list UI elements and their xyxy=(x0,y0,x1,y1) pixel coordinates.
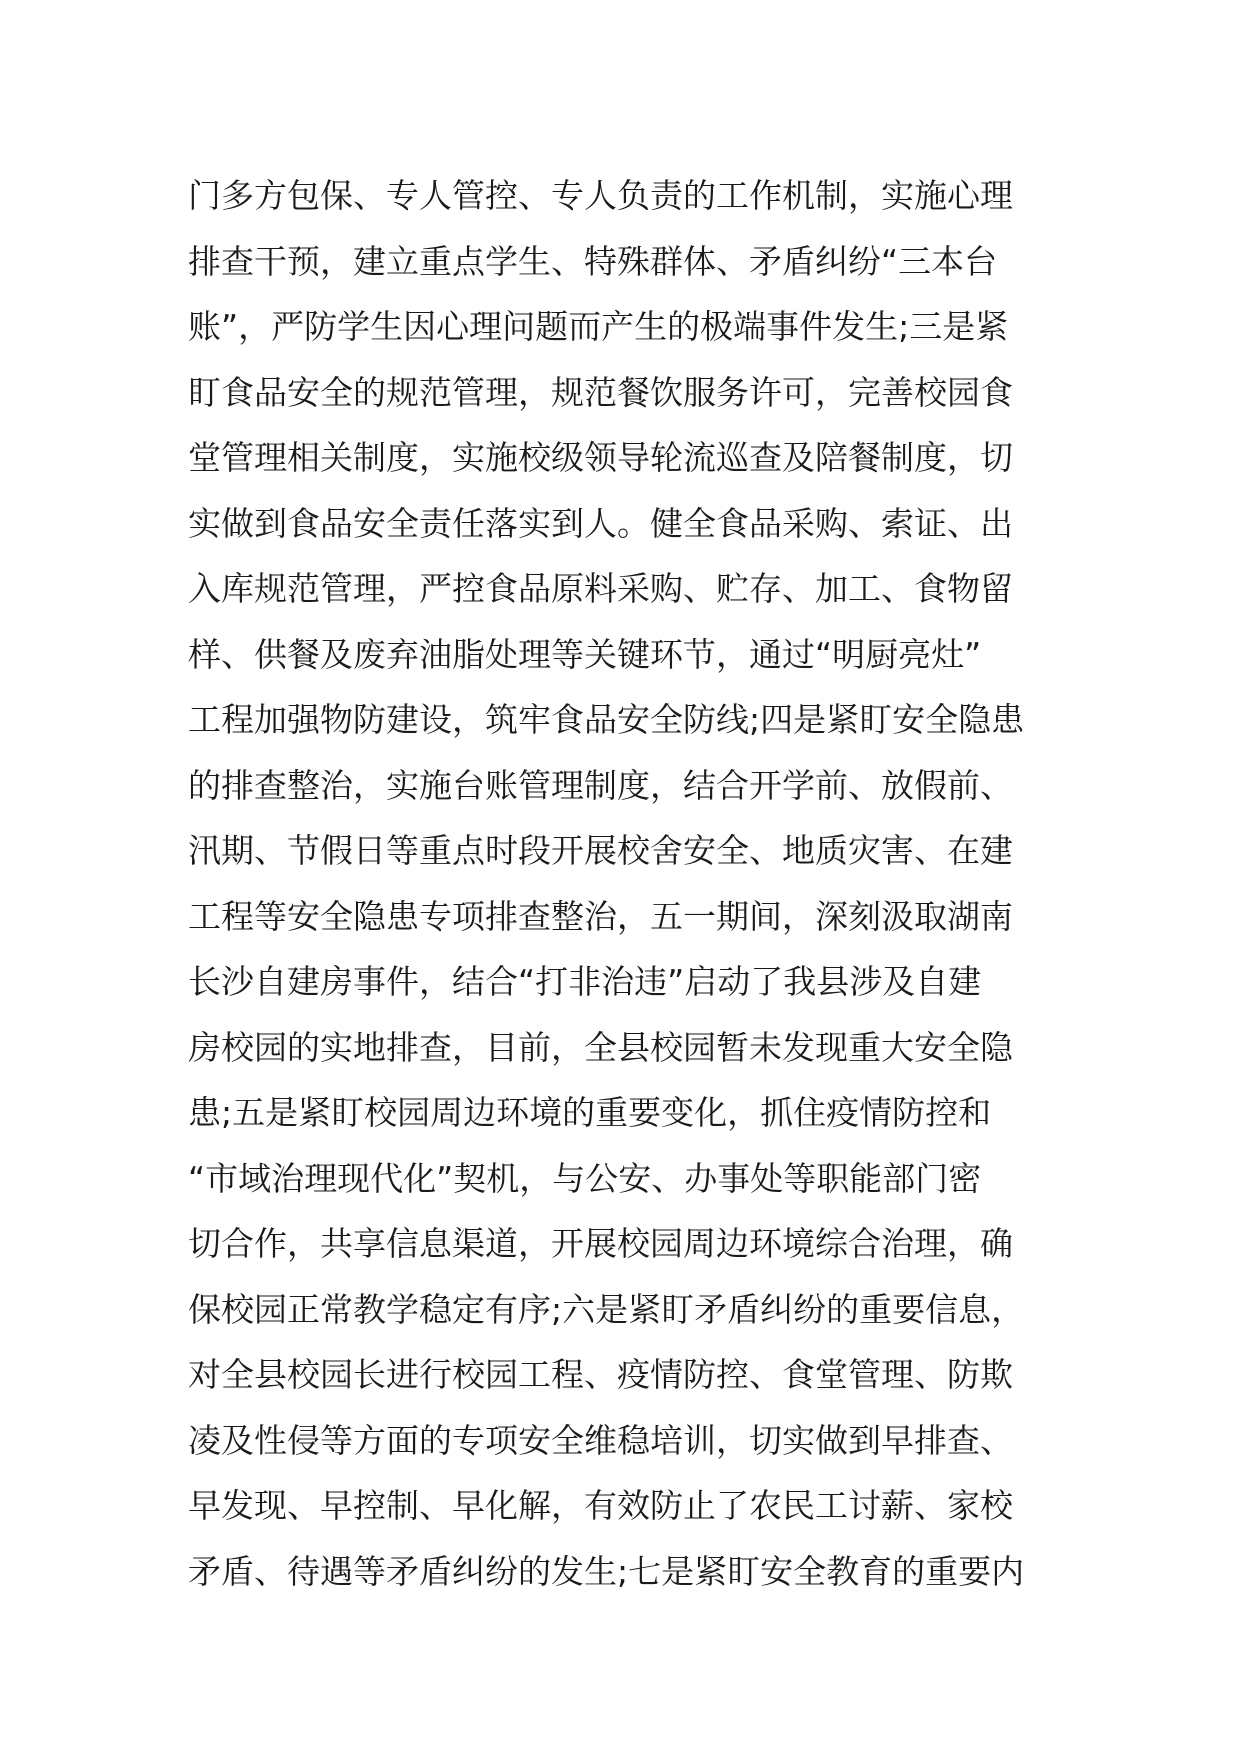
text-line: 入库规范管理，严控食品原料采购、贮存、加工、食物留 xyxy=(188,569,1013,608)
text-line: 房校园的实地排查，目前，全县校园暂未发现重大安全隐 xyxy=(188,1027,1013,1067)
text-line: 对全县校园长进行校园工程、疫情防控、食堂管理、防欺 xyxy=(188,1355,1013,1394)
text-line: 门多方包保、专人管控、专人负责的工作机制，实施心理 xyxy=(188,176,1013,215)
text-line: 工程等安全隐患专项排查整治，五一期间，深刻汲取湖南 xyxy=(188,896,1013,936)
text-line: 切合作，共享信息渠道，开展校园周边环境综合治理，确 xyxy=(188,1224,1013,1263)
text-line: 长沙自建房事件，结合“打非治违”启动了我县涉及自建 xyxy=(188,962,982,1001)
text-line: 工程加强物防建设，筑牢食品安全防线;四是紧盯安全隐患 xyxy=(188,700,1025,739)
text-line: 盯食品安全的规范管理，规范餐饮服务许可，完善校园食 xyxy=(188,372,1013,412)
body-text xyxy=(188,163,1068,1604)
text-line: 的排查整治，实施台账管理制度，结合开学前、放假前、 xyxy=(188,765,1013,805)
text-line: 矛盾、待遇等矛盾纠纷的发生;七是紧盯安全教育的重要内 xyxy=(188,1551,1025,1591)
text-line: 排查干预，建立重点学生、特殊群体、矛盾纠纷“三本台 xyxy=(188,241,998,281)
text-line: 患;五是紧盯校园周边环境的重要变化，抓住疫情防控和 xyxy=(188,1093,992,1132)
text-line: 账”，严防学生因心理问题而产生的极端事件发生;三是紧 xyxy=(188,307,1009,346)
text-line: 堂管理相关制度，实施校级领导轮流巡查及陪餐制度，切 xyxy=(188,438,1013,477)
text-line: 保校园正常教学稳定有序;六是紧盯矛盾纠纷的重要信息， xyxy=(188,1289,1025,1329)
text-line: 凌及性侵等方面的专项安全维稳培训，切实做到早排查、 xyxy=(188,1420,1013,1460)
text-line: 实做到食品安全责任落实到人。健全食品采购、索证、出 xyxy=(188,503,1013,543)
text-line: 早发现、早控制、早化解，有效防止了农民工讨薪、家校 xyxy=(188,1486,1013,1525)
text-line: 汛期、节假日等重点时段开展校舍安全、地质灾害、在建 xyxy=(188,831,1013,870)
text-line: “市域治理现代化”契机，与公安、办事处等职能部门密 xyxy=(188,1158,982,1198)
text-line: 样、供餐及废弃油脂处理等关键环节，通过“明厨亮灶” xyxy=(188,634,982,674)
